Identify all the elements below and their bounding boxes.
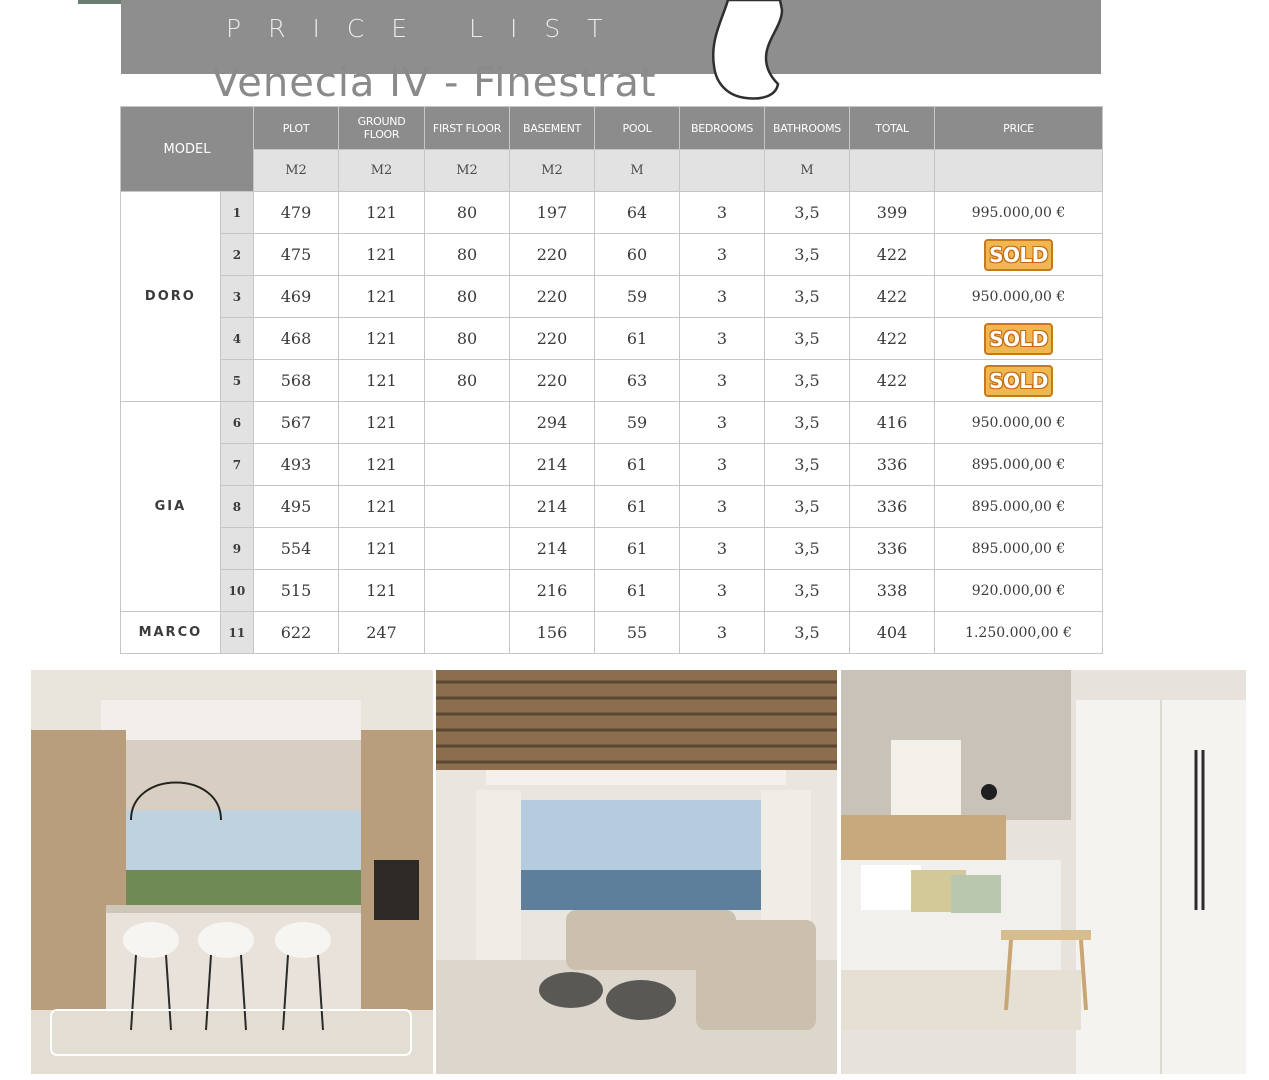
table-cell-plot: 469 [254, 276, 339, 318]
table-cell-bedrooms: 3 [680, 612, 765, 654]
unit-number-cell: 5 [220, 360, 253, 402]
table-cell-bathrooms: 3,5 [765, 444, 850, 486]
table-cell-first [425, 570, 510, 612]
table-cell-basement: 220 [510, 234, 595, 276]
table-cell-first [425, 612, 510, 654]
table-cell-price: 895.000,00 € [935, 486, 1103, 528]
unit-bedrooms [680, 150, 765, 192]
table-cell-basement: 214 [510, 486, 595, 528]
table-row [121, 570, 1103, 612]
table-cell-first: 80 [425, 360, 510, 402]
table-cell-ground: 121 [339, 402, 425, 444]
living-room-photo [436, 670, 837, 1074]
unit-bathrooms: M [765, 150, 850, 192]
table-cell-pool: 64 [595, 192, 680, 234]
table-cell-bathrooms: 3,5 [765, 402, 850, 444]
unit-number-cell: 1 [220, 192, 253, 234]
table-cell-ground: 247 [339, 612, 425, 654]
table-cell-price: 895.000,00 € [935, 444, 1103, 486]
column-header-bathrooms: BATHROOMS [765, 107, 850, 150]
table-cell-ground: 121 [339, 318, 425, 360]
table-cell-total: 336 [850, 486, 935, 528]
column-header-total: TOTAL [850, 107, 935, 150]
table-cell-pool: 61 [595, 570, 680, 612]
table-cell-basement: 220 [510, 318, 595, 360]
unit-ground-floor: M2 [339, 150, 425, 192]
table-cell-ground: 121 [339, 360, 425, 402]
table-cell-ground: 121 [339, 234, 425, 276]
unit-number-cell: 8 [220, 486, 253, 528]
table-cell-bathrooms: 3,5 [765, 360, 850, 402]
table-cell-pool: 61 [595, 486, 680, 528]
table-cell-pool: 61 [595, 444, 680, 486]
living-room-illustration [436, 670, 837, 1074]
table-cell-bathrooms: 3,5 [765, 612, 850, 654]
table-cell-first: 80 [425, 234, 510, 276]
table-cell-pool: 59 [595, 276, 680, 318]
table-cell-total: 422 [850, 276, 935, 318]
table-cell-total: 416 [850, 402, 935, 444]
table-cell-bedrooms: 3 [680, 444, 765, 486]
table-cell-bedrooms: 3 [680, 234, 765, 276]
table-cell-total: 336 [850, 528, 935, 570]
unit-total [850, 150, 935, 192]
column-header-ground-floor: GROUND FLOOR [339, 107, 425, 150]
table-cell-basement: 220 [510, 276, 595, 318]
bedroom-illustration [841, 670, 1246, 1074]
model-name-cell: GIA [121, 402, 221, 612]
table-cell-bedrooms: 3 [680, 318, 765, 360]
table-cell-pool: 61 [595, 318, 680, 360]
column-header-pool: POOL [595, 107, 680, 150]
page-title: PRICE LIST [226, 14, 630, 43]
table-cell-basement: 220 [510, 360, 595, 402]
table-cell-plot: 568 [254, 360, 339, 402]
unit-basement: M2 [510, 150, 595, 192]
table-cell-price: 950.000,00 € [935, 276, 1103, 318]
table-cell-price [935, 318, 1103, 360]
column-header-first-floor: FIRST FLOOR [425, 107, 510, 150]
unit-price [935, 150, 1103, 192]
table-cell-pool: 60 [595, 234, 680, 276]
table-cell-plot: 475 [254, 234, 339, 276]
table-row [121, 486, 1103, 528]
table-row [121, 276, 1103, 318]
table-cell-bedrooms: 3 [680, 276, 765, 318]
table-cell-first [425, 444, 510, 486]
table-cell-plot: 479 [254, 192, 339, 234]
sold-badge: SOLD [984, 323, 1053, 355]
table-row [121, 528, 1103, 570]
table-row [121, 444, 1103, 486]
table-cell-basement: 197 [510, 192, 595, 234]
table-cell-bathrooms: 3,5 [765, 528, 850, 570]
kitchen-photo [31, 670, 433, 1074]
table-cell-price: 895.000,00 € [935, 528, 1103, 570]
sold-badge: SOLD [984, 239, 1053, 271]
table-cell-total: 336 [850, 444, 935, 486]
page-number-badge: 11 [732, 12, 762, 42]
table-row [121, 234, 1103, 276]
table-row [121, 360, 1103, 402]
table-cell-basement: 214 [510, 528, 595, 570]
table-cell-plot: 468 [254, 318, 339, 360]
table-cell-bathrooms: 3,5 [765, 570, 850, 612]
table-cell-pool: 63 [595, 360, 680, 402]
table-row [121, 402, 1103, 444]
table-cell-total: 338 [850, 570, 935, 612]
table-cell-ground: 121 [339, 192, 425, 234]
table-cell-basement: 214 [510, 444, 595, 486]
unit-number-cell: 2 [220, 234, 253, 276]
model-column-header: MODEL [121, 107, 254, 192]
table-cell-bathrooms: 3,5 [765, 234, 850, 276]
table-cell-ground: 121 [339, 486, 425, 528]
table-cell-plot: 495 [254, 486, 339, 528]
column-header-basement: BASEMENT [510, 107, 595, 150]
table-cell-ground: 121 [339, 276, 425, 318]
table-row [121, 192, 1103, 234]
sold-badge: SOLD [984, 365, 1053, 397]
table-cell-bedrooms: 3 [680, 192, 765, 234]
table-cell-total: 399 [850, 192, 935, 234]
table-cell-pool: 55 [595, 612, 680, 654]
table-cell-pool: 61 [595, 528, 680, 570]
table-cell-first: 80 [425, 318, 510, 360]
unit-pool: M [595, 150, 680, 192]
table-cell-bathrooms: 3,5 [765, 276, 850, 318]
unit-number-cell: 11 [220, 612, 253, 654]
unit-number-cell: 7 [220, 444, 253, 486]
header-accent-tab [78, 0, 122, 4]
table-cell-pool: 59 [595, 402, 680, 444]
table-cell-first: 80 [425, 276, 510, 318]
table-cell-price [935, 234, 1103, 276]
table-cell-price [935, 360, 1103, 402]
table-cell-first [425, 486, 510, 528]
table-cell-basement: 156 [510, 612, 595, 654]
table-cell-price: 920.000,00 € [935, 570, 1103, 612]
column-header-price: PRICE [935, 107, 1103, 150]
unit-number-cell: 6 [220, 402, 253, 444]
table-cell-price: 995.000,00 € [935, 192, 1103, 234]
column-header-plot: PLOT [254, 107, 339, 150]
model-name-cell: DORO [121, 192, 221, 402]
table-cell-plot: 515 [254, 570, 339, 612]
table-cell-first: 80 [425, 192, 510, 234]
column-header-bedrooms: BEDROOMS [680, 107, 765, 150]
table-cell-bedrooms: 3 [680, 528, 765, 570]
table-cell-ground: 121 [339, 444, 425, 486]
table-cell-total: 404 [850, 612, 935, 654]
table-cell-bedrooms: 3 [680, 570, 765, 612]
table-row [121, 318, 1103, 360]
bedroom-photo [841, 670, 1246, 1074]
table-cell-basement: 216 [510, 570, 595, 612]
table-cell-plot: 567 [254, 402, 339, 444]
unit-number-cell: 4 [220, 318, 253, 360]
table-cell-bedrooms: 3 [680, 486, 765, 528]
table-row [121, 612, 1103, 654]
table-cell-plot: 493 [254, 444, 339, 486]
table-cell-plot: 622 [254, 612, 339, 654]
price-table [120, 106, 1103, 654]
table-cell-first [425, 402, 510, 444]
table-cell-ground: 121 [339, 528, 425, 570]
table-cell-bathrooms: 3,5 [765, 192, 850, 234]
table-cell-bathrooms: 3,5 [765, 486, 850, 528]
table-cell-price: 950.000,00 € [935, 402, 1103, 444]
table-cell-bedrooms: 3 [680, 360, 765, 402]
table-cell-basement: 294 [510, 402, 595, 444]
model-name-cell: MARCO [121, 612, 221, 654]
unit-first-floor: M2 [425, 150, 510, 192]
table-cell-plot: 554 [254, 528, 339, 570]
project-subtitle: Venecia IV - Finestrat [212, 60, 657, 106]
unit-number-cell: 9 [220, 528, 253, 570]
table-cell-bedrooms: 3 [680, 402, 765, 444]
table-cell-total: 422 [850, 360, 935, 402]
table-cell-price: 1.250.000,00 € [935, 612, 1103, 654]
table-cell-total: 422 [850, 318, 935, 360]
unit-number-cell: 10 [220, 570, 253, 612]
kitchen-illustration [31, 670, 433, 1074]
table-cell-total: 422 [850, 234, 935, 276]
table-cell-bathrooms: 3,5 [765, 318, 850, 360]
unit-plot: M2 [254, 150, 339, 192]
unit-number-cell: 3 [220, 276, 253, 318]
price-table-body [121, 192, 1103, 654]
table-cell-ground: 121 [339, 570, 425, 612]
table-cell-first [425, 528, 510, 570]
